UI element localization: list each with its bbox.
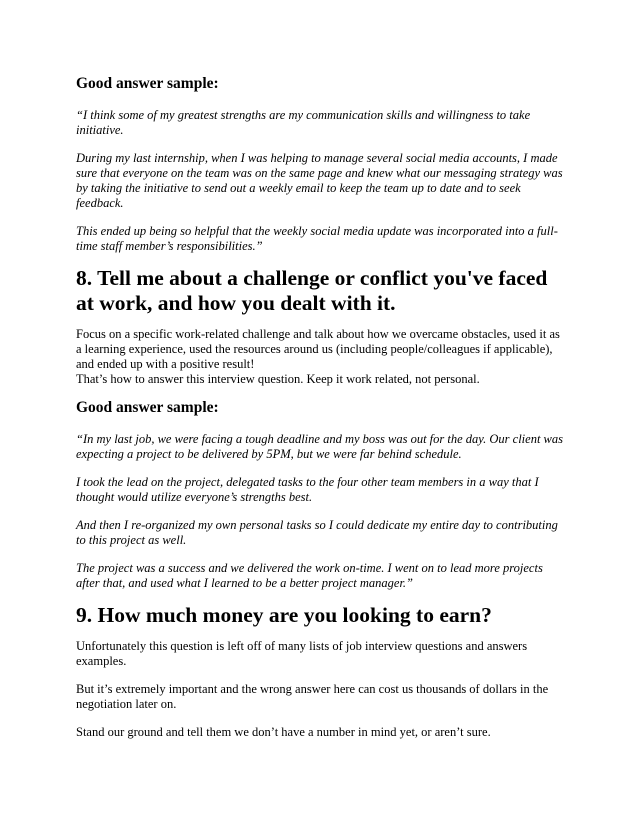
question-9-title: 9. How much money are you looking to earn? (76, 603, 492, 627)
question-8-body-2: That’s how to answer this interview question. Keep it work related, not personal. (76, 372, 480, 386)
question-9-paragraph-3: Stand our ground and tell them we don’t have a number in mind yet, or aren’t sure. (76, 725, 491, 739)
sample-heading-2: Good answer sample: (76, 399, 219, 416)
document-page (76, 75, 566, 740)
sample1-paragraph-1: “I think some of my greatest strengths are my communication skills and willingness to take initiative. (76, 108, 531, 137)
question-9-paragraph-2: But it’s extremely important and the wrong answer here can cost us thousands of dollars in the negotiation later on. (76, 682, 549, 711)
sample2-paragraph-2: I took the lead on the project, delegated tasks to the four other team members in a way that I thought would utilize everyone’s strengths best. (76, 475, 539, 504)
sample2-paragraph-4: The project was a success and we delivered the work on-time. I went on to lead more projects after that, and used what I learned to be a better project manager.” (76, 561, 543, 590)
sample-heading-1: Good answer sample: (76, 75, 219, 92)
sample1-paragraph-2: During my last internship, when I was helping to manage several social media accounts, I made sure that everyone on the team was on the same page and knew what our messaging strategy was by taking the initiative to send out a weekly email to keep the team up to date and to seek feedback. (76, 151, 563, 210)
question-9-paragraph-1: Unfortunately this question is left off of many lists of job interview questions and answers examples. (76, 639, 528, 668)
sample2-paragraph-1: “In my last job, we were facing a tough deadline and my boss was out for the day. Our client was expecting a project to be delivered by 5PM, but we were far behind schedule. (76, 432, 564, 461)
question-8-body: Focus on a specific work-related challenge and talk about how we overcame obstacles, used it as a learning experience, used the resources around us (including people/colleagues if applicable), and ended up with a positive result! (76, 327, 560, 371)
sample1-paragraph-3: This ended up being so helpful that the weekly social media update was incorporated into a full-time staff member’s responsibilities.” (76, 224, 558, 253)
sample2-paragraph-3: And then I re-organized my own personal tasks so I could dedicate my entire day to contributing to this project as well. (76, 518, 558, 547)
question-8-title: 8. Tell me about a challenge or conflict you've faced at work, and how you dealt with it. (76, 266, 548, 315)
